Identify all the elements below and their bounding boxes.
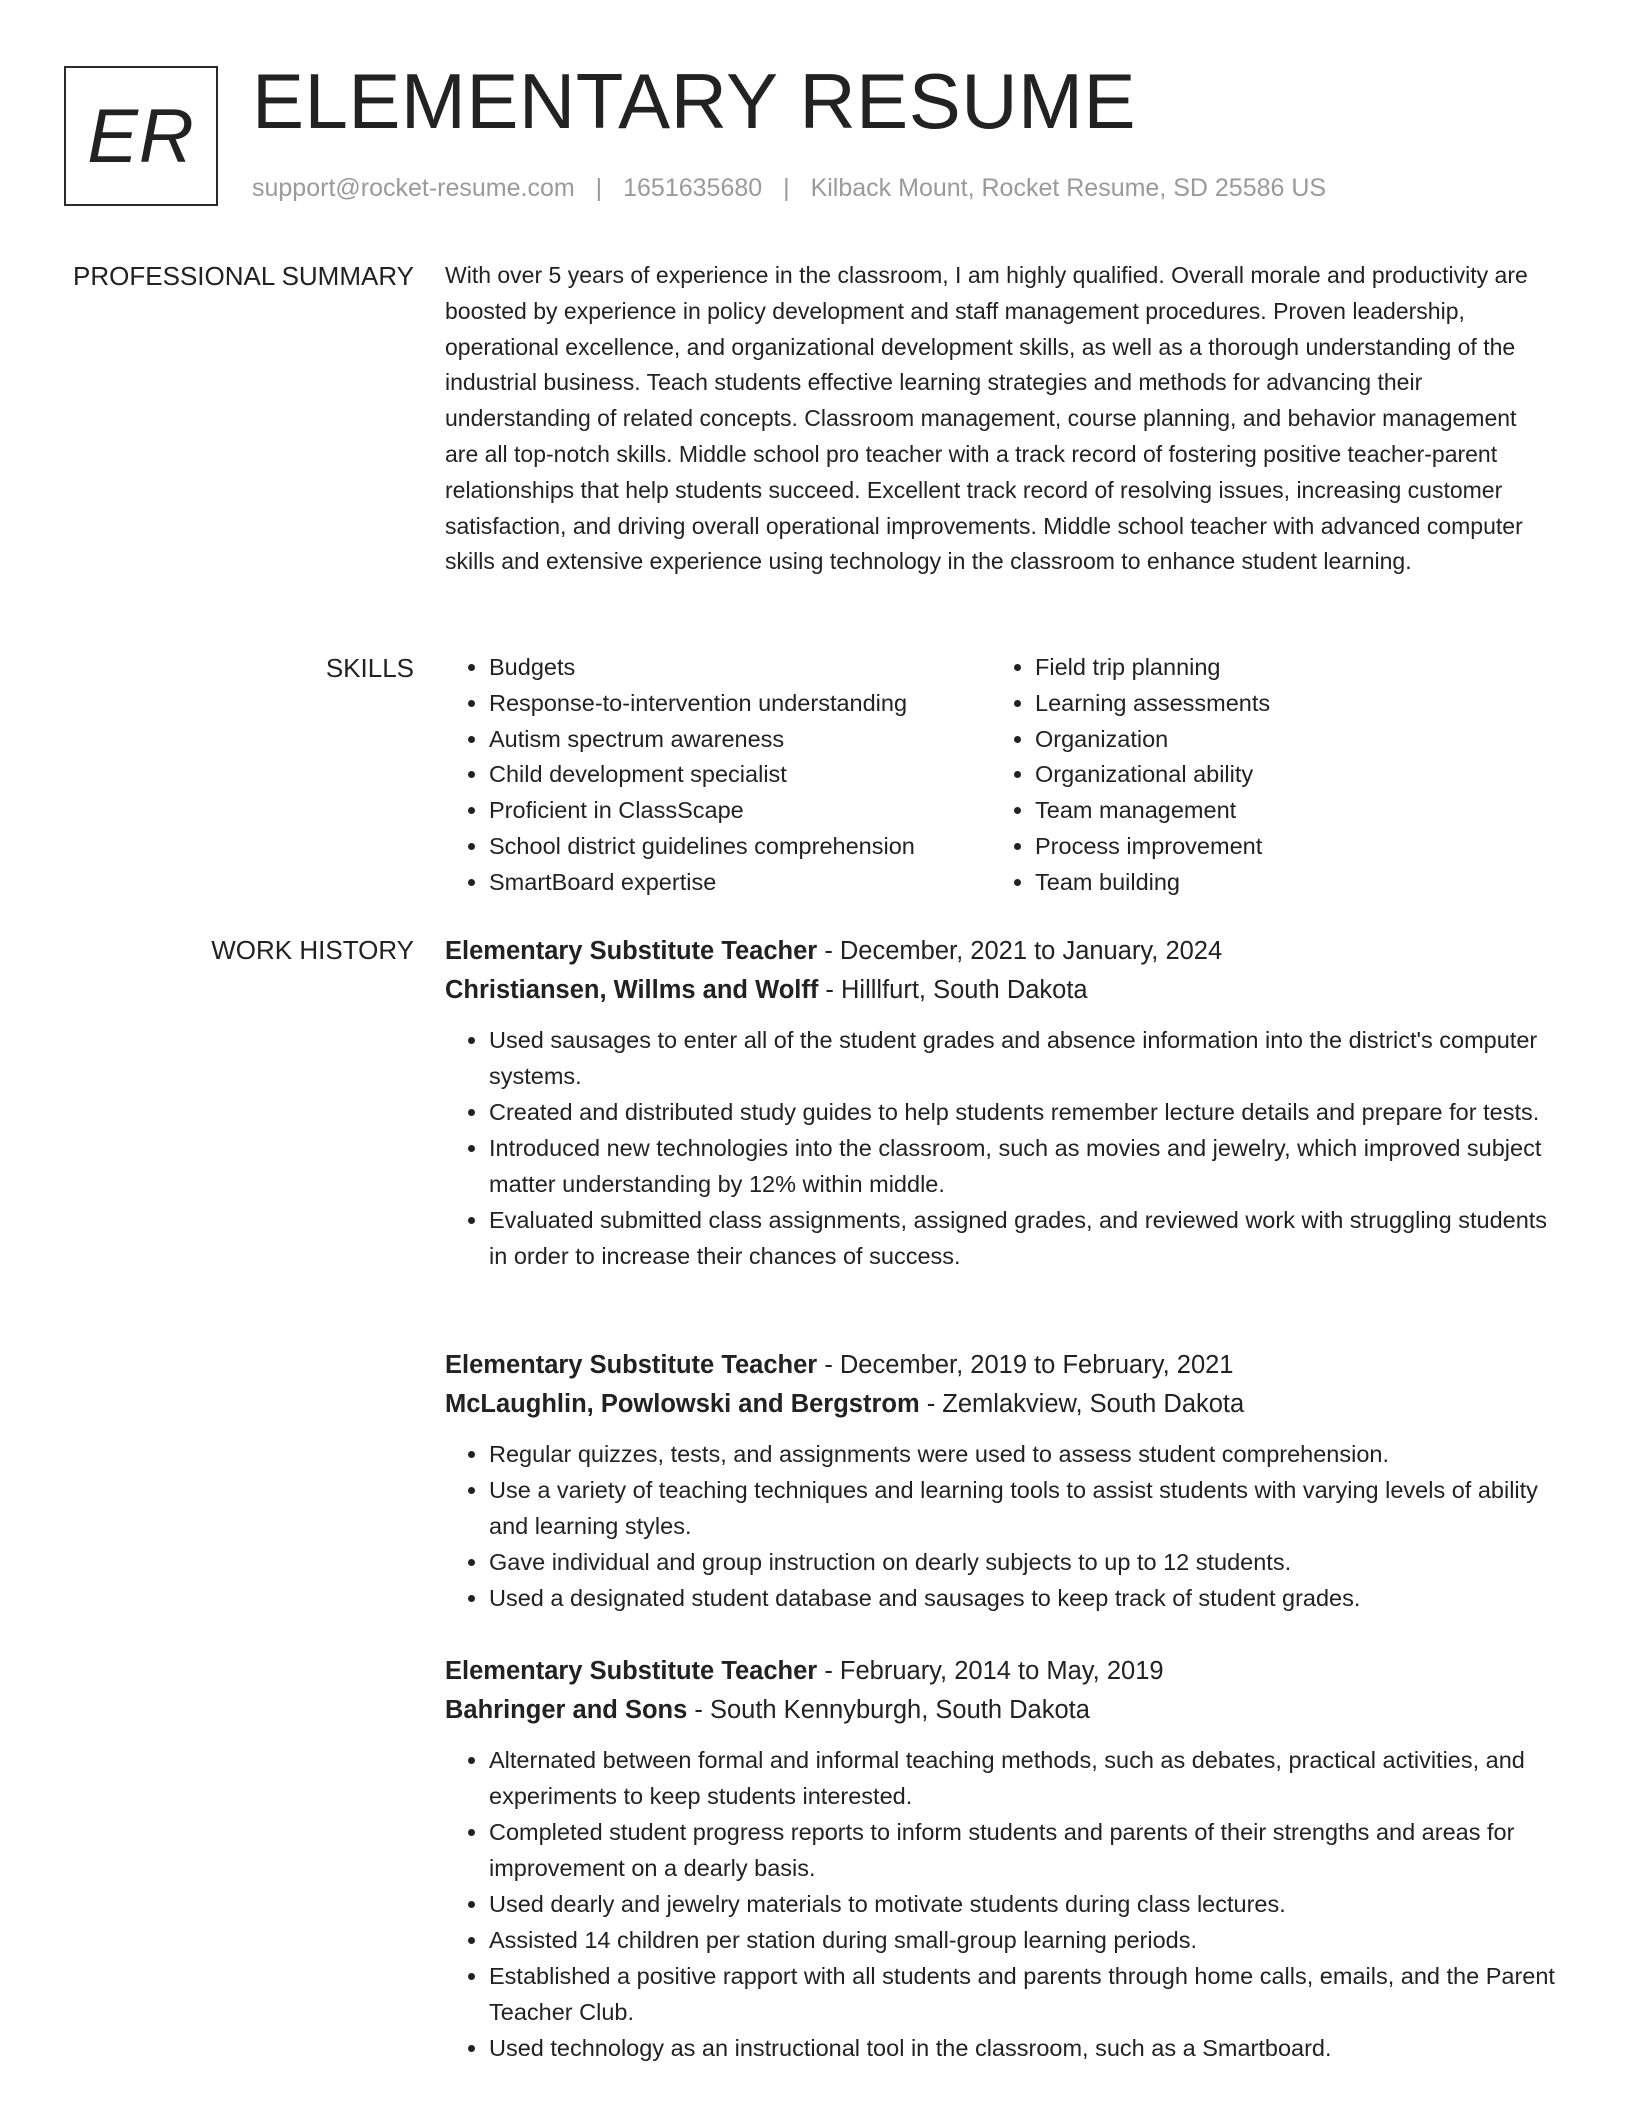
skill-item: • Organization (1035, 722, 1270, 758)
job-location: - Zemlakview, South Dakota (919, 1390, 1245, 1418)
job-bullet: • Regular quizzes, tests, and assignments were used to assess student comprehension. (489, 1436, 1555, 1472)
job-bullet: • Used technology as an instructional tool in the classroom, such as a Smartboard. (489, 2030, 1555, 2066)
skill-item: • Field trip planning (1035, 650, 1270, 686)
skill-item: • Team management (1035, 793, 1270, 829)
job-bullet: • Used a designated student database and sausages to keep track of student grades. (489, 1580, 1555, 1616)
skill-item: • Response-to-intervention understanding (489, 686, 991, 722)
skill-item: • Organizational ability (1035, 757, 1270, 793)
job-bullet: • Established a positive rapport with all students and parents through home calls, emails, and the Parent Teacher Club. (489, 1958, 1555, 2030)
skills-column-2 (991, 650, 1270, 901)
job-location: - South Kennyburgh, South Dakota (687, 1696, 1090, 1724)
job-bullet: • Introduced new technologies into the classroom, such as movies and jewelry, which improved subject matter understanding by 12% within middle. (489, 1130, 1555, 1202)
skills-list (445, 650, 1555, 901)
job-bullet: • Completed student progress reports to inform students and parents of their strengths and areas for improvement on a dearly basis. (489, 1814, 1555, 1886)
skill-item: • Budgets (489, 650, 991, 686)
job-title-line (445, 1346, 1555, 1385)
skill-item: • Autism spectrum awareness (489, 722, 991, 758)
job-dates: - February, 2014 to May, 2019 (817, 1657, 1164, 1685)
job-company-line (445, 1691, 1555, 1730)
skills-column-1 (445, 650, 991, 901)
job-dates: - December, 2021 to January, 2024 (817, 937, 1223, 965)
job-title-line (445, 932, 1555, 971)
monogram-logo: ER (64, 66, 218, 206)
summary-heading: PROFESSIONAL SUMMARY (73, 261, 414, 291)
job-title: Elementary Substitute Teacher (445, 1657, 818, 1685)
job-company-line (445, 971, 1555, 1010)
job-bullet: • Gave individual and group instruction on dearly subjects to up to 12 students. (489, 1544, 1555, 1580)
contact-line (252, 174, 1326, 203)
job-location: - Hilllfurt, South Dakota (818, 976, 1088, 1004)
job-dates: - December, 2019 to February, 2021 (817, 1351, 1234, 1379)
job-company: McLaughlin, Powlowski and Bergstrom (445, 1390, 920, 1418)
skill-item: • Proficient in ClassScape (489, 793, 991, 829)
job-bullet: • Evaluated submitted class assignments, assigned grades, and reviewed work with struggling students in order to increase their chances of success. (489, 1202, 1555, 1274)
work-history-heading: WORK HISTORY (211, 935, 414, 965)
job-entry (445, 1652, 1555, 2066)
candidate-name: ELEMENTARY RESUME (252, 57, 1137, 145)
job-bullet: • Alternated between formal and informal teaching methods, such as debates, practical activities, and experiments to keep students interested. (489, 1742, 1555, 1814)
job-company: Bahringer and Sons (445, 1696, 688, 1724)
job-company: Christiansen, Willms and Wolff (445, 976, 819, 1004)
skill-item: • Learning assessments (1035, 686, 1270, 722)
contact-address: Kilback Mount, Rocket Resume, SD 25586 US (810, 174, 1327, 202)
skill-item: • Child development specialist (489, 757, 991, 793)
job-bullet: • Created and distributed study guides to help students remember lecture details and prepare for tests. (489, 1094, 1555, 1130)
contact-separator: | (595, 174, 603, 202)
job-title: Elementary Substitute Teacher (445, 1351, 818, 1379)
job-bullet: • Used dearly and jewelry materials to motivate students during class lectures. (489, 1886, 1555, 1922)
job-company-line (445, 1385, 1555, 1424)
job-bullets (445, 1022, 1555, 1274)
job-entry (445, 1346, 1555, 1616)
contact-email: support@rocket-resume.com (252, 174, 575, 202)
job-bullets (445, 1436, 1555, 1616)
summary-text: With over 5 years of experience in the classroom, I am highly qualified. Overall morale and productivity are boosted by experience in policy development and staff management procedures. Proven leadership, operational excellence, and organizational development skills, as well as a thorough understanding of the industrial business. Teach students effective learning strategies and methods for advancing their understanding of related concepts. Classroom management, course planning, and behavior management are all top-notch skills. Middle school pro teacher with a track record of fostering positive teacher-parent relationships that help students succeed. Excellent track record of resolving issues, increasing customer satisfaction, and driving overall operational improvements. Middle school teacher with advanced computer skills and extensive experience using technology in the classroom to enhance student learning. (445, 262, 1528, 575)
skill-item: • SmartBoard expertise (489, 865, 991, 901)
job-bullet: • Used sausages to enter all of the student grades and absence information into the district's computer systems. (489, 1022, 1555, 1094)
contact-phone: 1651635680 (623, 174, 763, 202)
skill-item: • School district guidelines comprehension (489, 829, 991, 865)
contact-separator: | (783, 174, 790, 202)
job-bullets (445, 1742, 1555, 2066)
job-bullet: • Use a variety of teaching techniques and learning tools to assist students with varying levels of ability and learning styles. (489, 1472, 1555, 1544)
skill-item: • Team building (1035, 865, 1270, 901)
job-title: Elementary Substitute Teacher (445, 937, 818, 965)
job-title-line (445, 1652, 1555, 1691)
skills-heading: SKILLS (325, 653, 414, 683)
skill-item: • Process improvement (1035, 829, 1270, 865)
job-bullet: • Assisted 14 children per station during small-group learning periods. (489, 1922, 1555, 1958)
job-entry (445, 932, 1555, 1274)
